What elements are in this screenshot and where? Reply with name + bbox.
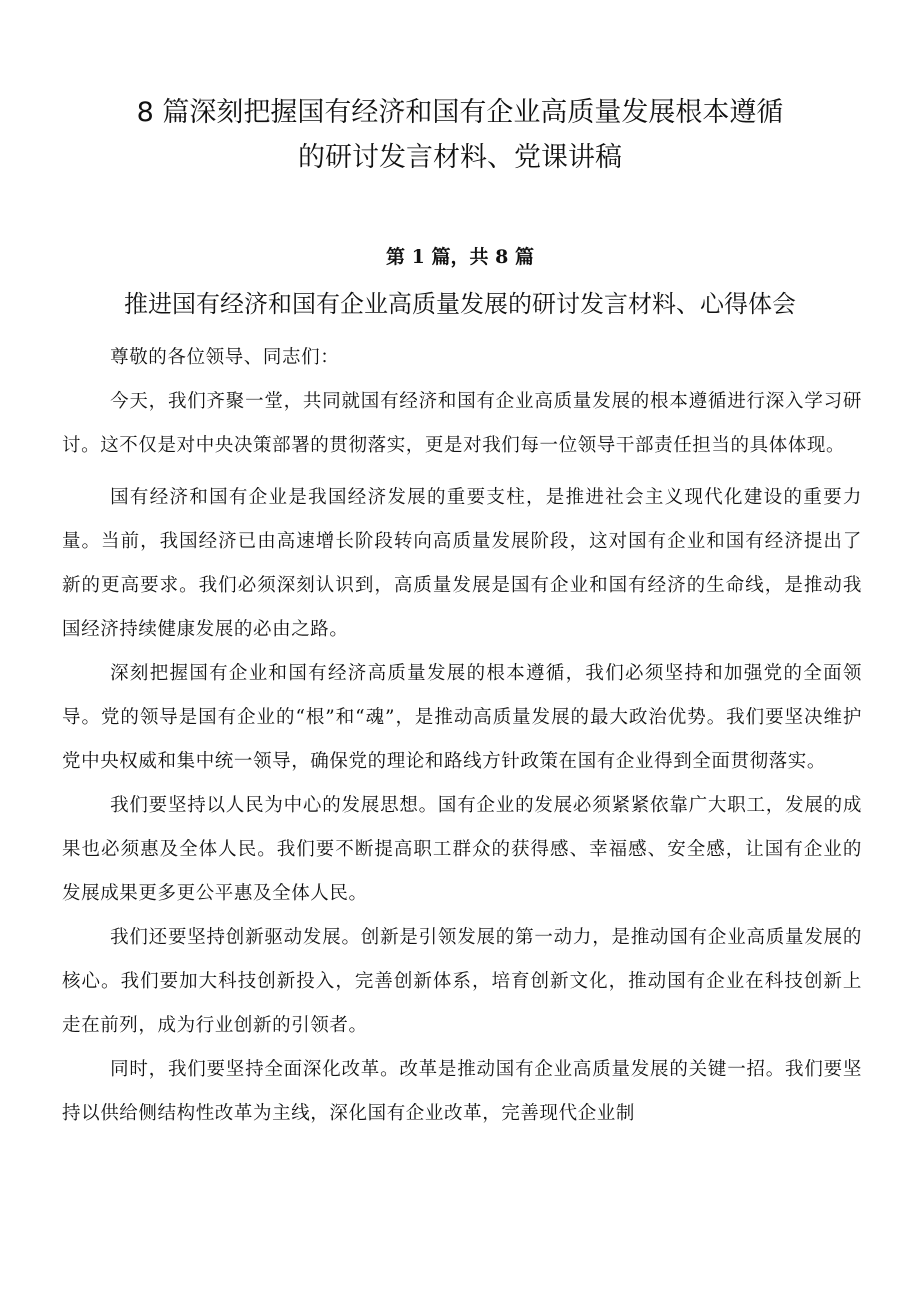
paragraph-6: 同时，我们要坚持全面深化改革。改革是推动国有企业高质量发展的关键一招。我们要坚持以供给侧结构性改革为主线，深化国有企业改革，完善现代企业制 bbox=[62, 1059, 862, 1124]
paragraph-2: 国有经济和国有企业是我国经济发展的重要支柱，是推进社会主义现代化建设的重要力量。当前，我国经济已由高速增长阶段转向高质量发展阶段，这对国有企业和国有经济提出了新的更高要求。我们必须深刻认识到，高质量发展是国有企业和国有经济的生命线，是推动我国经济持续健康发展的必由之路。 bbox=[62, 487, 862, 640]
paragraph-5: 我们还要坚持创新驱动发展。创新是引领发展的第一动力，是推动国有企业高质量发展的核心。我们要加大科技创新投入，完善创新体系，培育创新文化，推动国有企业在科技创新上走在前列，成为行业创新的引领者。 bbox=[62, 927, 862, 1036]
section-title: 推进国有经济和国有企业高质量发展的研讨发言材料、心得体会 bbox=[124, 290, 796, 318]
paragraph-3: 深刻把握国有企业和国有经济高质量发展的根本遵循，我们必须坚持和加强党的全面领导。党的领导是国有企业的“根”和“魂”，是推动高质量发展的最大政治优势。我们要坚决维护党中央权威和集中统一领导，确保党的理论和路线方针政策在国有企业得到全面贯彻落实。 bbox=[62, 663, 862, 772]
document-title-line-2: 的研讨发言材料、党课讲稿 bbox=[298, 142, 622, 173]
paragraph-1: 今天，我们齐聚一堂，共同就国有经济和国有企业高质量发展的根本遵循进行深入学习研讨。这不仅是对中央决策部署的贯彻落实，更是对我们每一位领导干部责任担当的具体体现。 bbox=[62, 391, 862, 456]
body-text bbox=[62, 336, 862, 1136]
part-label: 第 1 篇，共 8 篇 bbox=[386, 246, 534, 268]
document-title-line-1: 8 篇深刻把握国有经济和国有企业高质量发展根本遵循 bbox=[136, 97, 784, 128]
greeting: 尊敬的各位领导、同志们： bbox=[110, 347, 340, 368]
paragraph-4: 我们要坚持以人民为中心的发展思想。国有企业的发展必须紧紧依靠广大职工，发展的成果也必须惠及全体人民。我们要不断提高职工群众的获得感、幸福感、安全感，让国有企业的发展成果更多更公平惠及全体人民。 bbox=[62, 795, 862, 904]
